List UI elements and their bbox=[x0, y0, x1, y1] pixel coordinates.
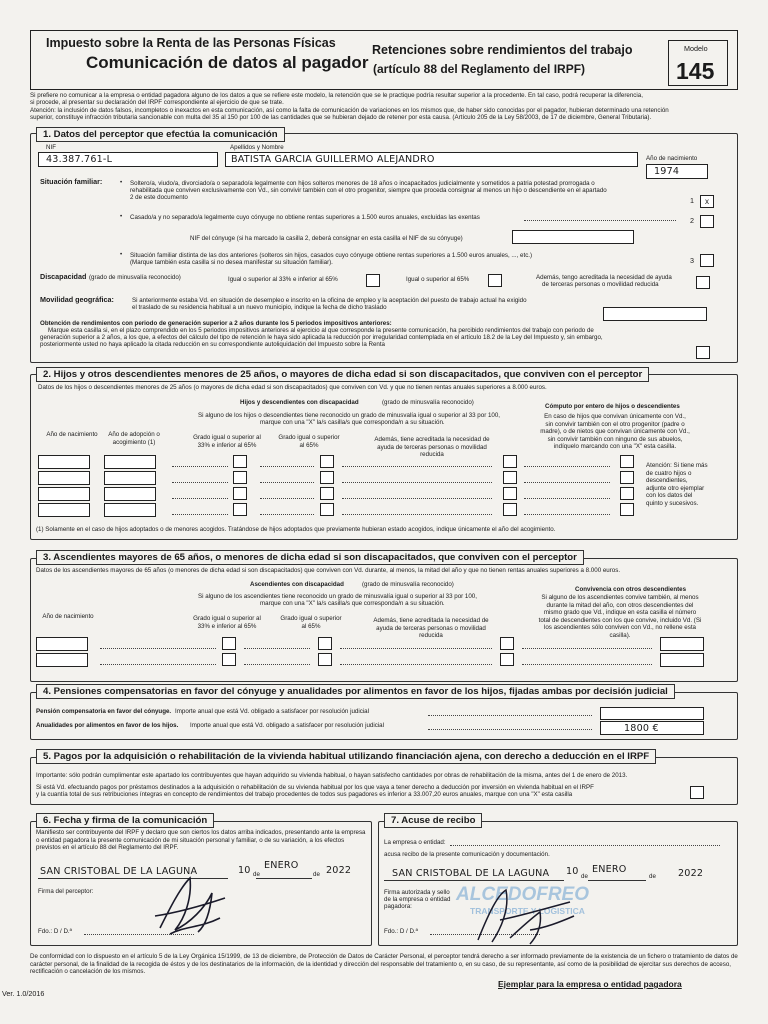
s2-col-g3: Además, tiene acreditada la necesidad de ayuda de terceras personas o movilidad reducida bbox=[374, 436, 490, 459]
intro-line-3: Atención: la inclusión de datos falsos, incompletos o inexactos en esta comunicación, así como la falta de comunicación de variaciones en los mismos que, de haber sido conocidas por el pagador, hubieran determinado una retención bbox=[30, 107, 669, 114]
s2-birth-4[interactable] bbox=[38, 503, 90, 517]
opt2-nif-text: NIF del cónyuge (si ha marcado la casilla 2, deberá consignar en esta casilla el NIF de su cónyuge) bbox=[190, 235, 463, 242]
s2-dots-g1-2 bbox=[172, 482, 228, 483]
s2-dots-g3-3 bbox=[342, 498, 492, 499]
mov-line-a: Si anteriormente estaba Vd. en situación de desempleo e inscrito en la oficina de empleo y la aceptación del puesto de trabajo actual ha exigido bbox=[132, 297, 527, 304]
company-stamp-main: ALCEDOFREO bbox=[456, 884, 589, 905]
intro-line-2: si procede, al presentar su declaración del IRPF correspondiente al ejercicio de que se trate. bbox=[30, 99, 284, 106]
obt-title: Obtención de rendimientos con periodo de generación superior a 2 años durante los 5 periodos impositivos anteriores: bbox=[40, 320, 392, 327]
obt-line-a: Marque esta casilla si, en el plazo comprendido en los 5 periodos impositivos anteriores al ejercicio al que corresponde la presente comunicación, ha percibido rendimientos del trabajo con periodo de bbox=[48, 327, 594, 334]
s2-g2-check-1[interactable] bbox=[320, 455, 334, 468]
ejemplar-label: Ejemplar para la empresa o entidad pagadora bbox=[498, 979, 682, 989]
s2-dots-g1-4 bbox=[172, 514, 228, 515]
section-5-title: 5. Pagos por la adquisición o rehabilitación de la vivienda habitual utilizando financiación ajena, con derecho a deducción en el IRPF bbox=[36, 749, 656, 764]
s2-dots-g2-3 bbox=[260, 498, 314, 499]
s3-conv-field-2[interactable] bbox=[660, 653, 704, 667]
s7-firma-1: Firma autorizada y sello bbox=[384, 889, 450, 896]
s6-de-2: de bbox=[313, 871, 320, 878]
mov-line-b: el traslado de su residencia habitual a un nuevo municipio, indique la fecha de dicho traslado bbox=[132, 304, 387, 311]
s2-disc-note-1: Si alguno de los hijos o descendientes tiene reconocido un grado de minusvalía igual o superior al 33 por 100, bbox=[198, 412, 501, 419]
mov-date-field[interactable] bbox=[603, 307, 707, 321]
s2-computo-head: Cómputo por entero de hijos o descendientes bbox=[545, 403, 680, 410]
s3-dots-c-1 bbox=[522, 648, 652, 649]
s5-text-b: y la cuantía total de sus retribuciones íntegras en concepto de rendimientos del trabajo procedentes de todos sus pagadores es inferior a 33.007,20 euros anuales, marque con una "X" esta casilla bbox=[36, 791, 573, 798]
s2-comp-check-3[interactable] bbox=[620, 487, 634, 500]
name-label: Apellidos y Nombre bbox=[230, 144, 284, 151]
opt2-checkbox[interactable] bbox=[700, 215, 714, 228]
anual-value: 1800 € bbox=[624, 723, 659, 734]
birth-value: 1974 bbox=[654, 166, 680, 177]
s3-col-birth: Año de nacimiento bbox=[42, 613, 94, 620]
s3-conv-head: Convivencia con otros descendientes bbox=[575, 586, 687, 593]
s3-dots-g2-2 bbox=[244, 664, 310, 665]
s7-year: 2022 bbox=[678, 868, 704, 879]
familiar-label: Situación familiar: bbox=[40, 177, 103, 186]
s3-disc-note-2: marque con una "X" la/s casilla/s que corresponda/n a su situación. bbox=[260, 600, 445, 607]
s2-g3-check-2[interactable] bbox=[503, 471, 517, 484]
s7-day: 10 bbox=[566, 866, 579, 877]
opt1-checkbox[interactable]: x bbox=[700, 195, 714, 208]
s2-dots-c-1 bbox=[524, 466, 610, 467]
opt1-line-b: rehabilitada que conviven exclusivamente con Vd., sin convivir también con el otro progenitor, siempre que proceda consignar al menos un hijo o descendiente en el apartado bbox=[130, 187, 607, 194]
intro-line-1: Si prefiere no comunicar a la empresa o entidad pagadora alguno de los datos a que se refiere este modelo, la retención que se le practique podría resultar superior a la procedente. En tal caso, podrá recuperar la diferencia, bbox=[30, 92, 643, 99]
s7-de-1: de bbox=[581, 873, 588, 880]
disc-b-checkbox[interactable] bbox=[488, 274, 502, 287]
s3-col-g3: Además, tiene acreditada la necesidad de ayuda de terceras personas o movilidad reducida bbox=[373, 617, 489, 640]
perceptor-signature bbox=[150, 868, 230, 938]
s2-dots-c-3 bbox=[524, 498, 610, 499]
s3-dots-g2-1 bbox=[244, 648, 310, 649]
s2-dots-g3-1 bbox=[342, 466, 492, 467]
obt-line-b: generación superior a 2 años, a los que, a efectos del cálculo del tipo de retención le haya sido aplicada la reducción por irregularidad contemplada en el artículo 18.2 de la Ley del Impuesto y, sin embargo, bbox=[40, 334, 603, 341]
s3-dots-g3-1 bbox=[340, 648, 492, 649]
s6-month-line bbox=[256, 878, 312, 879]
opt2-dots bbox=[524, 220, 676, 221]
opt3-line-b: (Marque también esta casilla si no desea manifestar su situación familiar). bbox=[130, 259, 333, 266]
footer-text: De conformidad con lo dispuesto en el artículo 5 de la Ley Orgánica 15/1999, de 13 de diciembre, de Protección de Datos de Carácter Personal, el perceptor tendrá derecho a ser informado previamente de la existencia de un fichero o tratamiento de datos de carácter personal, de la finalidad de la recogida de éstos y de los destinatarios de la información, de la identidad y dirección del responsable del tratamiento o, en su caso, de su representante, así como de la posibilidad de ejercitar sus derechos de acceso, rectificación o cancelación de los mismos. bbox=[30, 953, 738, 976]
s2-disc-head-sub: (grado de minusvalía reconocido) bbox=[382, 399, 474, 406]
s2-comp-check-2[interactable] bbox=[620, 471, 634, 484]
s2-birth-3[interactable] bbox=[38, 487, 90, 501]
s3-conv-field-1[interactable] bbox=[660, 637, 704, 651]
section-7-title: 7. Acuse de recibo bbox=[384, 813, 482, 828]
disc-sub: (grado de minusvalía reconocido) bbox=[89, 274, 181, 281]
s3-intro: Datos de los ascendientes mayores de 65 años (o menores de dicha edad si son discapacitados) que conviven con Vd. durante, al menos, la mitad del año y que no tienen rentas anuales superiores a 8.000 euros. bbox=[36, 567, 621, 574]
s6-day: 10 bbox=[238, 865, 251, 876]
s3-col-g2: Grado igual o superior al 65% bbox=[280, 615, 342, 630]
s6-firma: Firma del perceptor: bbox=[38, 888, 94, 895]
disc-a-checkbox[interactable] bbox=[366, 274, 380, 287]
bullet-2: • bbox=[120, 213, 123, 220]
s2-col-g1: Grado igual o superior al 33% e inferior al 65% bbox=[193, 434, 261, 449]
birth-label: Año de nacimiento bbox=[646, 155, 698, 162]
s7-entidad: La empresa o entidad: bbox=[384, 839, 446, 846]
s2-adopt-2[interactable] bbox=[104, 471, 156, 485]
s2-comp-check-4[interactable] bbox=[620, 503, 634, 516]
s2-disc-note-2: marque con una "X" la/s casilla/s que corresponda/n a su situación. bbox=[260, 419, 445, 426]
s2-dots-g2-4 bbox=[260, 514, 314, 515]
s2-birth-1[interactable] bbox=[38, 455, 90, 469]
section-3-title: 3. Ascendientes mayores de 65 años, o menores de dicha edad si son discapacitados, que conviven con el perceptor bbox=[36, 550, 584, 565]
disc-a-text: Igual o superior al 33% e inferior al 65% bbox=[228, 276, 338, 283]
section-4-title: 4. Pensiones compensatorias en favor del cónyuge y anualidades por alimentos en favor de los hijos, fijadas ambas por decisión judicial bbox=[36, 684, 675, 699]
s2-dots-g2-1 bbox=[260, 466, 314, 467]
spouse-nif-field[interactable] bbox=[512, 230, 634, 244]
s6-text: Manifiesto ser contribuyente del IRPF y declaro que son ciertos los datos arriba indicados, presentando ante la empresa o entidad pagadora la presente comunicación de mi situación personal y familiar, o de su variación, a los efectos previstos en el artículo 88 del Reglamento del IRPF. bbox=[36, 829, 366, 852]
s3-g2-check-2[interactable] bbox=[318, 653, 332, 666]
s3-conv-text: Si alguno de los ascendientes convive también, al menos durante la mitad del año, con otros descendientes del mismo grado que Vd., indique en esta casilla el número total de descendientes con los que convive, incluido Vd. (Si los ascendientes sólo conviven con Vd., no rellene esta casilla). bbox=[538, 594, 702, 639]
s2-col-g2: Grado igual o superior al 65% bbox=[278, 434, 340, 449]
s5-text-a: Si está Vd. efectuando pagos por préstamos destinados a la adquisición o rehabilitación de su vivienda habitual por los que vaya a tener derecho a deducción por inversión en vivienda habitual en el IRPF bbox=[36, 784, 594, 791]
opt3-line-a: Situación familiar distinta de las dos anteriores (solteros sin hijos, casados cuyo cónyuge obtiene rentas superiores a 1.500 euros anuales, ..., etc.) bbox=[130, 252, 533, 259]
s2-g2-check-4[interactable] bbox=[320, 503, 334, 516]
s6-year: 2022 bbox=[326, 865, 352, 876]
section-6-title: 6. Fecha y firma de la comunicación bbox=[36, 813, 214, 828]
s2-g2-check-2[interactable] bbox=[320, 471, 334, 484]
s2-adopt-1[interactable] bbox=[104, 455, 156, 469]
opt2-text: Casado/a y no separado/a legalmente cuyo cónyuge no obtiene rentas superiores a 1.500 euros anuales, excluidas las exentas bbox=[130, 214, 480, 221]
s2-g2-check-3[interactable] bbox=[320, 487, 334, 500]
s2-birth-2[interactable] bbox=[38, 471, 90, 485]
s7-place: SAN CRISTOBAL DE LA LAGUNA bbox=[392, 868, 550, 879]
page-title: Comunicación de datos al pagador bbox=[86, 53, 369, 72]
s6-month: ENERO bbox=[264, 860, 299, 871]
mov-label: Movilidad geográfica: bbox=[40, 295, 114, 304]
s5-checkbox[interactable] bbox=[690, 786, 704, 799]
page-subtitle: (artículo 88 del Reglamento del IRPF) bbox=[373, 62, 586, 76]
opt1-line-c: 2 de este documento bbox=[130, 194, 188, 201]
anual-dots bbox=[428, 729, 592, 730]
name-value: BATISTA GARCIA GUILLERMO ALEJANDRO bbox=[231, 154, 435, 165]
s2-footnote: (1) Solamente en el caso de hijos adoptados o de menores acogidos. Tratándose de hijos adoptados que previamente hubieran estado acogidos, indique únicamente el año del acogimiento. bbox=[36, 526, 556, 533]
nif-value: 43.387.761-L bbox=[46, 154, 113, 165]
s2-adopt-4[interactable] bbox=[104, 503, 156, 517]
s2-dots-g1-1 bbox=[172, 466, 228, 467]
s2-dots-c-2 bbox=[524, 482, 610, 483]
s6-place: SAN CRISTOBAL DE LA LAGUNA bbox=[40, 866, 198, 877]
disc-c-line-1: Además, tengo acreditada la necesidad de ayuda bbox=[536, 274, 672, 281]
company-signature bbox=[470, 880, 580, 948]
s7-de-2: de bbox=[649, 873, 656, 880]
company-stamp-sub: TRANSPORTE Y LOGISTICA bbox=[470, 906, 585, 916]
s2-g3-check-4[interactable] bbox=[503, 503, 517, 516]
s2-intro: Datos de los hijos o descendientes menores de 25 años (o mayores de dicha edad si son discapacitados) que conviven con Vd. y que no tienen rentas anuales superiores a 8.000 euros. bbox=[38, 384, 547, 391]
opt2-num: 2 bbox=[690, 216, 694, 225]
s3-col-g1: Grado igual o superior al 33% e inferior al 65% bbox=[193, 615, 261, 630]
s2-dots-g1-3 bbox=[172, 498, 228, 499]
s6-fdo: Fdo.: D / D.ª bbox=[38, 928, 72, 935]
s7-firma-2: de la empresa o entidad bbox=[384, 896, 451, 903]
s2-dots-g3-2 bbox=[342, 482, 492, 483]
s3-birth-1[interactable] bbox=[36, 637, 88, 651]
s2-g1-check-3[interactable] bbox=[233, 487, 247, 500]
opt1-num: 1 bbox=[690, 196, 694, 205]
s2-atencion: Atención: Si tiene más de cuatro hijos o descendientes, adjunte otro ejemplar con los datos del quinto y sucesivos. bbox=[646, 462, 708, 507]
s2-dots-g2-2 bbox=[260, 482, 314, 483]
s2-g1-check-2[interactable] bbox=[233, 471, 247, 484]
disc-c-checkbox[interactable] bbox=[696, 276, 710, 289]
opt3-num: 3 bbox=[690, 256, 694, 265]
header-tax-name: Impuesto sobre la Renta de las Personas Físicas bbox=[46, 36, 336, 50]
opt1-line-a: Soltero/a, viudo/a, divorciado/a o separado/a legalmente con hijos solteros menores de 18 años o incapacitados judicialmente y sometidos a patria potestad prorrogada o bbox=[130, 180, 595, 187]
s3-dots-g1-1 bbox=[100, 648, 216, 649]
s5-importante: Importante: sólo podrán cumplimentar este apartado los contribuyentes que hayan adquirido su vivienda habitual, o hayan satisfecho cantidades por obras de rehabilitación de la misma, antes del 1 de enero de 2013. bbox=[36, 772, 628, 779]
s2-col-adopt: Año de adopción o acogimiento (1) bbox=[108, 431, 160, 446]
bullet-3: • bbox=[120, 251, 123, 258]
s3-dots-c-2 bbox=[522, 664, 652, 665]
s3-disc-note-1: Si alguno de los ascendientes tiene reconocido un grado de minusvalía igual o superior al 33 por 100, bbox=[198, 593, 477, 600]
obt-checkbox[interactable] bbox=[696, 346, 710, 359]
pension-label: Pensión compensatoria en favor del cónyuge. bbox=[36, 708, 172, 715]
nif-label: NIF bbox=[46, 144, 56, 151]
pension-dots bbox=[428, 715, 592, 716]
s3-disc-head-sub: (grado de minusvalía reconocido) bbox=[362, 581, 454, 588]
obt-line-c: posteriormente usted no haya aplicado la citada reducción en su correspondiente autoliquidación del Impuesto sobre la Renta bbox=[40, 341, 386, 348]
bullet-1: • bbox=[120, 179, 123, 186]
s2-dots-g3-4 bbox=[342, 514, 492, 515]
opt3-checkbox[interactable] bbox=[700, 254, 714, 267]
s7-fdo: Fdo.: D / D.ª bbox=[384, 928, 418, 935]
s2-g1-check-4[interactable] bbox=[233, 503, 247, 516]
version-label: Ver. 1.0/2016 bbox=[2, 989, 45, 998]
s3-g1-check-1[interactable] bbox=[222, 637, 236, 650]
anual-text: Importe anual que está Vd. obligado a satisfacer por resolución judicial bbox=[190, 722, 384, 729]
s2-disc-head: Hijos y descendientes con discapacidad bbox=[240, 399, 359, 406]
s2-g3-check-1[interactable] bbox=[503, 455, 517, 468]
s7-month: ENERO bbox=[592, 864, 627, 875]
s2-col-birth: Año de nacimiento bbox=[46, 431, 98, 438]
s3-birth-2[interactable] bbox=[36, 653, 88, 667]
s2-computo-text: En caso de hijos que convivan únicamente con Vd., sin convivir también con el otro progenitor (padre o madre), o de nietos que convivan únicamente con Vd., sin convivir también con ninguno de sus abuelos, indíquelo marcando con una "X" esta casilla. bbox=[540, 413, 690, 451]
header-retenciones: Retenciones sobre rendimientos del trabajo bbox=[372, 43, 633, 57]
pension-text: Importe anual que está Vd. obligado a satisfacer por resolución judicial bbox=[175, 708, 369, 715]
s3-g1-check-2[interactable] bbox=[222, 653, 236, 666]
s2-comp-check-1[interactable] bbox=[620, 455, 634, 468]
s2-g3-check-3[interactable] bbox=[503, 487, 517, 500]
section-2-title: 2. Hijos y otros descendientes menores de 25 años, o mayores de dicha edad si son discapacitados, que conviven con el perceptor bbox=[36, 367, 649, 382]
s3-g3-check-2[interactable] bbox=[500, 653, 514, 666]
s2-dots-c-4 bbox=[524, 514, 610, 515]
modelo-label: Modelo bbox=[684, 44, 708, 53]
s3-dots-g1-2 bbox=[100, 664, 216, 665]
s7-firma-3: pagadora: bbox=[384, 903, 412, 910]
s3-dots-g3-2 bbox=[340, 664, 492, 665]
s7-acusa: acusa recibo de la presente comunicación y documentación. bbox=[384, 851, 550, 858]
s2-g1-check-1[interactable] bbox=[233, 455, 247, 468]
s3-g3-check-1[interactable] bbox=[500, 637, 514, 650]
s7-entidad-dots bbox=[450, 845, 720, 846]
s3-disc-head: Ascendientes con discapacidad bbox=[250, 581, 344, 588]
disc-b-text: Igual o superior al 65% bbox=[406, 276, 470, 283]
pension-field[interactable] bbox=[600, 707, 704, 720]
modelo-number: 145 bbox=[676, 58, 715, 84]
section-1-title: 1. Datos del perceptor que efectúa la comunicación bbox=[36, 127, 285, 142]
s2-adopt-3[interactable] bbox=[104, 487, 156, 501]
intro-line-4: superior, constituye infracción tributaria sancionable con multa del 35 al 150 por 100 de las cantidades que se hubieran dejado de retener por esta causa. (Artículo 205 de la Ley 58/2003, de 17 de diciembre, General Tributaria). bbox=[30, 114, 652, 121]
disc-c-line-2: de terceras personas o movilidad reducida bbox=[542, 281, 659, 288]
disc-label: Discapacidad bbox=[40, 272, 87, 281]
s3-g2-check-1[interactable] bbox=[318, 637, 332, 650]
anual-label: Anualidades por alimentos en favor de los hijos. bbox=[36, 722, 179, 729]
s7-month-line bbox=[588, 880, 646, 881]
s6-de-1: de bbox=[253, 871, 260, 878]
